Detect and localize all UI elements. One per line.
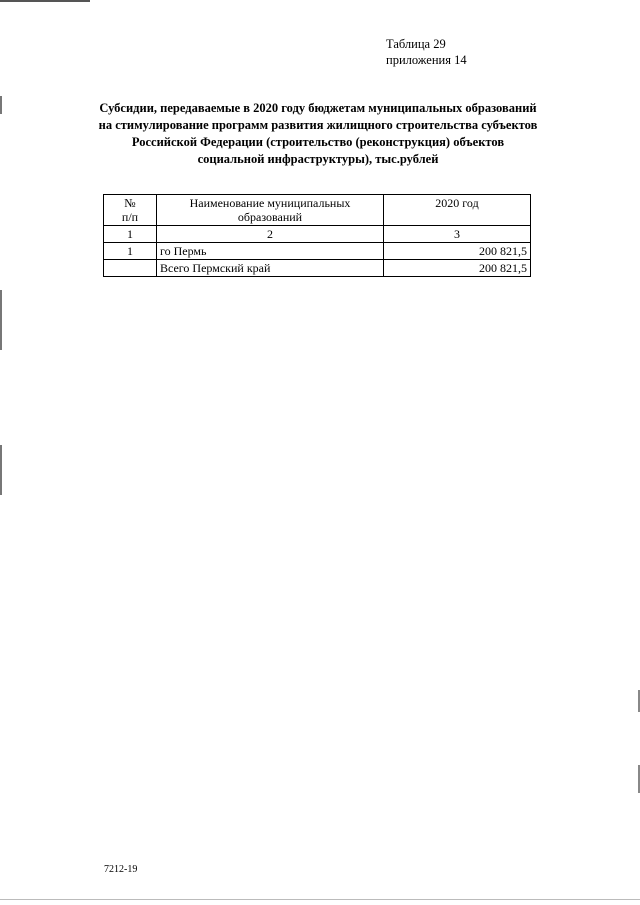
scan-edge-left [0, 290, 2, 350]
column-number-row [104, 226, 531, 243]
header-index-line1: № [124, 196, 136, 210]
header-name-line2: образований [237, 210, 303, 224]
row-index: 1 [104, 243, 157, 260]
document-code: 7212-19 [104, 864, 138, 875]
table-row [104, 243, 531, 260]
scan-edge-left [0, 445, 2, 495]
header-index [104, 195, 157, 226]
scan-edge-left [0, 96, 2, 114]
title-line: Российской Федерации (строительство (реконструкция) объектов [131, 135, 505, 149]
row-value: 200 821,5 [384, 243, 531, 260]
row-name: го Пермь [157, 243, 384, 260]
total-value: 200 821,5 [384, 260, 531, 277]
total-name: Всего Пермский край [157, 260, 384, 277]
table-header-row [104, 195, 531, 226]
column-number: 3 [384, 226, 531, 243]
title-line: Субсидии, передаваемые в 2020 году бюджетам муниципальных образований [99, 101, 537, 115]
total-row [104, 260, 531, 277]
header-year: 2020 год [384, 195, 531, 226]
table-label: Таблица 29 [386, 37, 446, 51]
subsidies-table [103, 194, 531, 277]
title-line: на стимулирование программ развития жилищного строительства субъектов [98, 118, 538, 132]
header-index-line2: п/п [121, 210, 139, 224]
scan-edge-top [0, 0, 90, 6]
title-line: социальной инфраструктуры), тыс.рублей [197, 152, 439, 166]
total-index [104, 260, 157, 277]
header-name [157, 195, 384, 226]
scan-edge-bottom [0, 899, 640, 900]
header-name-line1: Наименование муниципальных [189, 196, 351, 210]
document-title [96, 100, 540, 168]
appendix-label: приложения 14 [386, 53, 467, 67]
column-number: 1 [104, 226, 157, 243]
table-reference [386, 36, 467, 68]
column-number: 2 [157, 226, 384, 243]
